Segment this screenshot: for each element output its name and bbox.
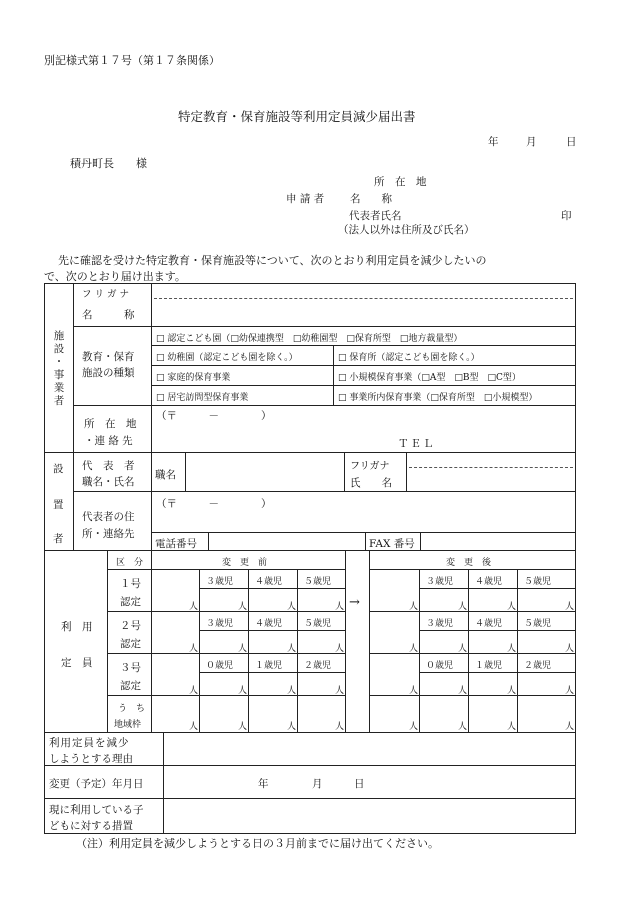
- unit-label: 人: [335, 722, 345, 732]
- capacity-before-age-field[interactable]: [297, 588, 346, 612]
- measures-label-2: どもに対する措置: [49, 820, 133, 832]
- capacity-before-age-header: [248, 611, 298, 631]
- age-label: ４歳児: [475, 577, 503, 587]
- date-day-label: 日: [566, 136, 577, 148]
- capacity-arrow-column: [345, 550, 370, 733]
- measures-label-1: 現に利用している子: [49, 804, 144, 816]
- age-label: ０歳児: [206, 661, 234, 671]
- unit-label: 人: [287, 644, 297, 654]
- facility-name-label-cell: [73, 283, 152, 327]
- capacity-group-cell: [44, 550, 108, 733]
- unit-label: 人: [335, 686, 345, 696]
- change-date-field[interactable]: [163, 765, 576, 799]
- reason-label-cell: [44, 732, 164, 766]
- capacity-before-age-field[interactable]: [199, 588, 249, 612]
- unit-label: 人: [458, 644, 468, 654]
- capacity-after-age-header: [468, 611, 518, 631]
- founder-phone-label-cell: [151, 532, 209, 551]
- capacity-after-total-field[interactable]: [369, 569, 420, 612]
- capacity-before-total-field[interactable]: [151, 653, 200, 696]
- capacity-after-age-field[interactable]: [517, 630, 576, 654]
- facility-group-char: 施: [53, 330, 65, 342]
- unit-label: 人: [238, 722, 248, 732]
- capacity-before-age-field[interactable]: [297, 630, 346, 654]
- capacity-before-age-field[interactable]: [199, 672, 249, 696]
- home-visit-checkbox-label[interactable]: □ 居宅訪問型保育事業: [156, 393, 249, 403]
- capacity-before-age-header: [297, 653, 346, 673]
- home-care-checkbox-label[interactable]: □ 家庭的保育事業: [156, 373, 231, 383]
- capacity-after-local-field[interactable]: [369, 695, 420, 733]
- change-date-day: 日: [354, 778, 365, 790]
- unit-label: 人: [409, 644, 419, 654]
- unit-label: 人: [189, 602, 199, 612]
- facility-group-char: ・: [53, 356, 65, 368]
- unit-label: 人: [458, 602, 468, 612]
- footnote: （注）利用定員を減少しようとする日の３月前までに届け出てください。: [76, 837, 439, 850]
- facility-type-label-cell: [73, 326, 152, 406]
- unit-label: 人: [507, 686, 517, 696]
- capacity-after-total-field[interactable]: [369, 611, 420, 654]
- capacity-before-header: [151, 550, 346, 570]
- applicant-label: 申 請 者: [286, 193, 325, 205]
- measures-field[interactable]: [163, 798, 576, 834]
- unit-label: 人: [238, 686, 248, 696]
- age-label: ５歳児: [304, 619, 332, 629]
- capacity-row-label-2: 認定: [120, 596, 141, 608]
- unit-label: 人: [458, 686, 468, 696]
- reason-label-1: 利用定員を減少: [49, 737, 130, 749]
- age-label: １歳児: [475, 661, 503, 671]
- facility-type-row-4-left[interactable]: [151, 385, 334, 406]
- capacity-row-label-cell: [107, 569, 152, 612]
- capacity-group-label-1: 利 用: [61, 621, 93, 633]
- age-label: ０歳児: [426, 661, 454, 671]
- age-label: ２歳児: [304, 661, 332, 671]
- founder-address-label-cell: [73, 491, 152, 551]
- unit-label: 人: [565, 722, 575, 732]
- nursery-checkbox-label[interactable]: □ 保育所（認定こども園を除く。）: [338, 353, 480, 363]
- capacity-after-age-header: [419, 611, 469, 631]
- unit-label: 人: [507, 722, 517, 732]
- capacity-before-total-field[interactable]: [151, 611, 200, 654]
- founder-address-field[interactable]: [151, 491, 576, 533]
- facility-group-char: 業: [53, 382, 65, 394]
- capacity-division-header: [107, 550, 152, 570]
- capacity-row-label-1: ３号: [120, 662, 141, 674]
- unit-label: 人: [507, 644, 517, 654]
- capacity-row-label-2: 認定: [120, 638, 141, 650]
- change-date-month: 月: [312, 778, 323, 790]
- capacity-before-age-field[interactable]: [199, 630, 249, 654]
- capacity-after-header: [369, 550, 576, 570]
- capacity-after-age-header: [517, 569, 576, 589]
- founder-fax-field[interactable]: [420, 532, 576, 551]
- founder-name-label: 氏 名: [350, 477, 392, 489]
- unit-label: 人: [287, 602, 297, 612]
- capacity-before-total-field[interactable]: [151, 569, 200, 612]
- unit-label: 人: [409, 686, 419, 696]
- capacity-after-age-header: [468, 569, 518, 589]
- body-text-line-1: 先に確認を受けた特定教育・保育施設等について、次のとおり利用定員を減少したいの: [58, 254, 487, 267]
- capacity-row-label-1: ２号: [120, 620, 141, 632]
- capacity-row-label-1: １号: [120, 578, 141, 590]
- founder-group-char: 設: [53, 463, 64, 475]
- unit-label: 人: [458, 722, 468, 732]
- founder-name-field[interactable]: [406, 452, 576, 492]
- age-label: ３歳児: [426, 619, 454, 629]
- capacity-after-age-header: [517, 611, 576, 631]
- capacity-after-local-field[interactable]: [419, 695, 469, 733]
- founder-fax-label-cell: [365, 532, 421, 551]
- unit-label: 人: [287, 722, 297, 732]
- age-label: ３歳児: [206, 577, 234, 587]
- applicant-address-label: 所 在 地: [374, 176, 427, 188]
- facility-type-row-4-right[interactable]: [333, 385, 576, 406]
- reason-label-2: しようとする理由: [49, 753, 133, 765]
- capacity-before-age-header: [248, 653, 298, 673]
- capacity-after-local-field[interactable]: [468, 695, 518, 733]
- capacity-after-age-field[interactable]: [517, 672, 576, 696]
- age-label: ３歳児: [206, 619, 234, 629]
- form-number: 別記様式第１７号（第１７条関係）: [44, 54, 220, 67]
- representative-note: （法人以外は住所及び氏名）: [338, 224, 475, 236]
- founder-group-char: 者: [53, 533, 64, 545]
- founder-title-label: 職名: [155, 469, 176, 481]
- unit-label: 人: [335, 644, 345, 654]
- facility-type-row-3-right[interactable]: [333, 365, 576, 386]
- facility-tel-label: ＴＥＬ: [398, 438, 436, 450]
- kindergarten-checkbox-label[interactable]: □ 幼稚園（認定こども園を除く。）: [156, 353, 298, 363]
- capacity-before-local-field[interactable]: [199, 695, 249, 733]
- capacity-before-label: 変 更 前: [222, 558, 268, 568]
- capacity-before-local-field[interactable]: [297, 695, 346, 733]
- founder-address-label-2: 所・連絡先: [82, 528, 135, 540]
- capacity-before-age-header: [199, 569, 249, 589]
- facility-address-label-1: 所 在 地: [84, 418, 137, 430]
- unit-label: 人: [189, 644, 199, 654]
- age-label: ４歳児: [255, 619, 283, 629]
- founder-title-label-cell: [151, 452, 186, 492]
- date-month-label: 月: [526, 136, 537, 148]
- age-label: ４歳児: [255, 577, 283, 587]
- capacity-after-age-field[interactable]: [419, 588, 469, 612]
- age-label: ２歳児: [524, 661, 552, 671]
- capacity-row-label-2: 認定: [120, 680, 141, 692]
- capacity-before-age-field[interactable]: [248, 672, 298, 696]
- age-label: １歳児: [255, 661, 283, 671]
- measures-label-cell: [44, 798, 164, 834]
- facility-type-row-2-right[interactable]: [333, 345, 576, 366]
- capacity-after-age-field[interactable]: [419, 672, 469, 696]
- founder-postal-code[interactable]: （〒 － ）: [156, 498, 272, 510]
- capacity-after-local-field[interactable]: [517, 695, 576, 733]
- capacity-after-total-field[interactable]: [369, 653, 420, 696]
- founder-title-field[interactable]: [185, 452, 345, 492]
- capacity-after-age-header: [517, 653, 576, 673]
- capacity-before-age-header: [297, 569, 346, 589]
- facility-address-label-cell: [73, 405, 152, 453]
- capacity-local-label-2: 地域枠: [114, 720, 142, 730]
- capacity-before-age-header: [199, 611, 249, 631]
- capacity-after-age-field[interactable]: [419, 630, 469, 654]
- capacity-before-age-header: [297, 611, 346, 631]
- unit-label: 人: [507, 602, 517, 612]
- facility-address-field[interactable]: [151, 405, 576, 453]
- facility-group-cell: [44, 283, 74, 453]
- representative-name-label: 代表者氏名: [349, 210, 402, 222]
- unit-label: 人: [189, 686, 199, 696]
- capacity-row-label-cell: [107, 611, 152, 654]
- capacity-after-age-header: [468, 653, 518, 673]
- unit-label: 人: [238, 644, 248, 654]
- unit-label: 人: [565, 602, 575, 612]
- capacity-local-label-cell: [107, 695, 152, 733]
- facility-group-char: 設: [53, 343, 65, 355]
- change-date-label: 変更（予定）年月日: [49, 778, 144, 790]
- capacity-row-label-cell: [107, 653, 152, 696]
- capacity-before-age-field[interactable]: [297, 672, 346, 696]
- facility-postal-code[interactable]: （〒 － ）: [156, 410, 272, 422]
- change-date-label-cell: [44, 765, 164, 799]
- capacity-after-label: 変 更 後: [446, 558, 492, 568]
- capacity-after-age-field[interactable]: [468, 672, 518, 696]
- founder-group-cell: [44, 452, 74, 551]
- capacity-before-local-field[interactable]: [248, 695, 298, 733]
- capacity-local-label-1: う ち: [118, 704, 146, 714]
- founder-furigana-label: フリガナ: [350, 461, 390, 472]
- age-label: ５歳児: [524, 577, 552, 587]
- unit-label: 人: [189, 722, 199, 732]
- capacity-before-age-header: [199, 653, 249, 673]
- unit-label: 人: [287, 686, 297, 696]
- change-date-year: 年: [258, 778, 269, 790]
- capacity-before-age-header: [248, 569, 298, 589]
- capacity-after-age-field[interactable]: [517, 588, 576, 612]
- facility-name-field[interactable]: [151, 283, 576, 327]
- capacity-after-age-field[interactable]: [468, 588, 518, 612]
- unit-label: 人: [335, 602, 345, 612]
- capacity-after-age-header: [419, 569, 469, 589]
- body-text-line-2: で、次のとおり届け出ます。: [44, 270, 186, 283]
- age-label: ５歳児: [304, 577, 332, 587]
- founder-phone-field[interactable]: [208, 532, 366, 551]
- capacity-division-label: 区 分: [116, 558, 144, 568]
- kodomoen-checkbox-label[interactable]: □ 認定こども園（□幼保連携型 □幼稚園型 □保育所型 □地方裁量型）: [156, 334, 463, 344]
- unit-label: 人: [409, 722, 419, 732]
- facility-group-label: [45, 330, 73, 408]
- founder-rep-label-1: 代 表 者: [82, 460, 135, 472]
- age-label: ３歳児: [426, 577, 454, 587]
- workplace-checkbox-label[interactable]: □ 事業所内保育事業（□保育所型 □小規模型）: [338, 393, 538, 403]
- date-year-label: 年: [488, 136, 499, 148]
- facility-furigana-label: フ リ ガ ナ: [82, 289, 130, 300]
- founder-group-char: 置: [53, 499, 64, 511]
- capacity-after-age-field[interactable]: [468, 630, 518, 654]
- age-label: ５歳児: [524, 619, 552, 629]
- facility-group-char: 者: [53, 395, 65, 407]
- capacity-after-age-header: [419, 653, 469, 673]
- right-arrow-icon: →: [349, 595, 360, 610]
- founder-name-label-cell: [344, 452, 407, 492]
- reason-field[interactable]: [163, 732, 576, 766]
- applicant-name-label: 名 称: [350, 193, 392, 205]
- addressee: 積丹町長 様: [70, 157, 147, 170]
- facility-type-row-2-left[interactable]: [151, 345, 334, 366]
- facility-type-label-2: 施設の種類: [82, 367, 135, 379]
- unit-label: 人: [409, 602, 419, 612]
- document-title: 特定教育・保育施設等利用定員減少届出書: [178, 109, 416, 124]
- founder-rep-label-2: 職名・氏名: [82, 476, 135, 488]
- unit-label: 人: [565, 644, 575, 654]
- capacity-before-age-field[interactable]: [248, 630, 298, 654]
- facility-type-row-1[interactable]: [151, 326, 576, 346]
- age-label: ４歳児: [475, 619, 503, 629]
- founder-fax-label: FAX 番号: [369, 538, 415, 550]
- seal-mark: 印: [561, 210, 572, 222]
- facility-type-row-3-left[interactable]: [151, 365, 334, 386]
- capacity-before-age-field[interactable]: [248, 588, 298, 612]
- capacity-group-label-2: 定 員: [61, 657, 93, 669]
- capacity-before-local-field[interactable]: [151, 695, 200, 733]
- unit-label: 人: [238, 602, 248, 612]
- facility-group-char: 事: [53, 369, 65, 381]
- founder-rep-label-cell: [73, 452, 152, 492]
- founder-phone-label: 電話番号: [155, 538, 197, 550]
- unit-label: 人: [565, 686, 575, 696]
- facility-name-label: 名 称: [82, 309, 135, 321]
- small-scale-checkbox-label[interactable]: □ 小規模保育事業（□A型 □B型 □C型）: [338, 373, 521, 383]
- founder-address-label-1: 代表者の住: [82, 511, 135, 523]
- facility-address-label-2: ・連 絡 先: [84, 435, 133, 447]
- facility-type-label-1: 教育・保育: [82, 351, 135, 363]
